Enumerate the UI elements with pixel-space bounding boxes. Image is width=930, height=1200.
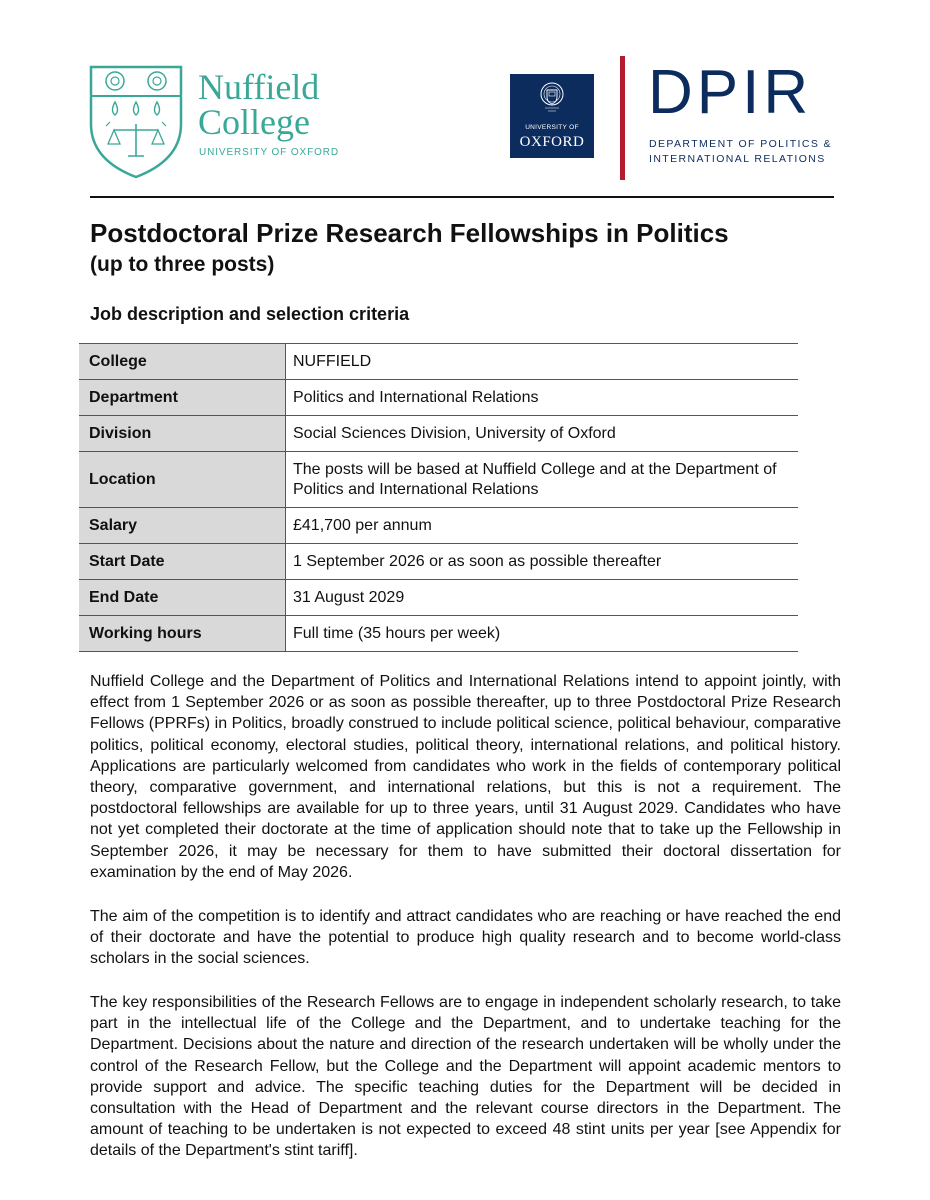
nuffield-name-line2: College <box>198 102 310 142</box>
detail-label: Division <box>79 416 286 452</box>
oxford-crest-icon <box>539 80 565 116</box>
detail-value: £41,700 per annum <box>286 508 799 544</box>
detail-label: Location <box>79 452 286 508</box>
dpir-wordmark: DPIR <box>648 58 813 127</box>
table-row <box>79 416 798 452</box>
page-subtitle: (up to three posts) <box>90 253 275 276</box>
detail-value: Full time (35 hours per week) <box>286 616 799 652</box>
dpir-subtitle-line1: DEPARTMENT OF POLITICS & <box>649 138 832 150</box>
body-paragraph: The key responsibilities of the Research Fellows are to engage in independent scholarly research, to take part in the intellectual life of the College and the Department, and to undertake teaching for the Department. Decisions about the nature and direction of the research undertaken will be wholly under the control of the Research Fellow, but the College and the Department will appoint academic mentors to provide support and advice. The specific teaching duties for the Department will be decided in consultation with the Head of Department and the relevant course directors in the Department. The amount of teaching to be undertaken is not expected to exceed 48 stint units per year [see Appendix for details of the Department's stint tariff]. <box>90 994 841 1160</box>
table-row <box>79 452 798 508</box>
dpir-divider <box>620 56 625 180</box>
table-row <box>79 544 798 580</box>
detail-value: The posts will be based at Nuffield College and at the Department of Politics and International Relations <box>286 452 799 508</box>
nuffield-college-logo <box>88 64 348 182</box>
detail-label: End Date <box>79 580 286 616</box>
table-row <box>79 344 798 380</box>
detail-value: 31 August 2029 <box>286 580 799 616</box>
table-row <box>79 508 798 544</box>
nuffield-name-line1: Nuffield <box>198 67 320 107</box>
page-title: Postdoctoral Prize Research Fellowships in Politics <box>90 218 729 248</box>
section-heading: Job description and selection criteria <box>90 304 410 324</box>
table-row <box>79 616 798 652</box>
dpir-subtitle <box>649 137 832 167</box>
detail-value: NUFFIELD <box>286 344 799 380</box>
body-paragraph: Nuffield College and the Department of Politics and International Relations intend to appoint jointly, with effect from 1 September 2026 or as soon as possible thereafter, up to three Postdoctoral Prize Research Fellows (PPRFs) in Politics, broadly construed to include political science, political behaviour, comparative politics, political economy, electoral studies, political theory, international relations, and political history. Applications are particularly welcomed from candidates who work in the fields of contemporary political theory, comparative government, and international relations, but this is not a requirement. The postdoctoral fellowships are available for up to three years, until 31 August 2029. Candidates who have not yet completed their doctorate at the time of application should note that to take up the Fellowship in September 2026, it may be necessary for them to have submitted their doctoral dissertation for examination by the end of May 2026. <box>90 673 841 881</box>
oxford-name: OXFORD <box>519 134 585 150</box>
detail-label: Department <box>79 380 286 416</box>
body-paragraph: The aim of the competition is to identify and attract candidates who are reaching or have reached the end of their doctorate and have the potential to produce high quality research and to become world-class scholars in the social sciences. <box>90 908 841 968</box>
oxford-university-logo <box>510 74 594 158</box>
detail-label: Start Date <box>79 544 286 580</box>
nuffield-shield-icon <box>88 64 184 180</box>
detail-label: Working hours <box>79 616 286 652</box>
table-row <box>79 380 798 416</box>
detail-value: 1 September 2026 or as soon as possible thereafter <box>286 544 799 580</box>
detail-label: College <box>79 344 286 380</box>
detail-value: Politics and International Relations <box>286 380 799 416</box>
nuffield-subtitle: UNIVERSITY OF OXFORD <box>199 147 340 158</box>
dpir-subtitle-line2: INTERNATIONAL RELATIONS <box>649 153 826 165</box>
nuffield-wordmark <box>198 67 320 142</box>
detail-label: Salary <box>79 508 286 544</box>
job-details-table <box>79 343 798 652</box>
table-row <box>79 580 798 616</box>
letterhead <box>0 0 930 205</box>
oxford-university-label: UNIVERSITY OF <box>525 124 579 131</box>
header-rule <box>90 196 834 198</box>
detail-value: Social Sciences Division, University of Oxford <box>286 416 799 452</box>
